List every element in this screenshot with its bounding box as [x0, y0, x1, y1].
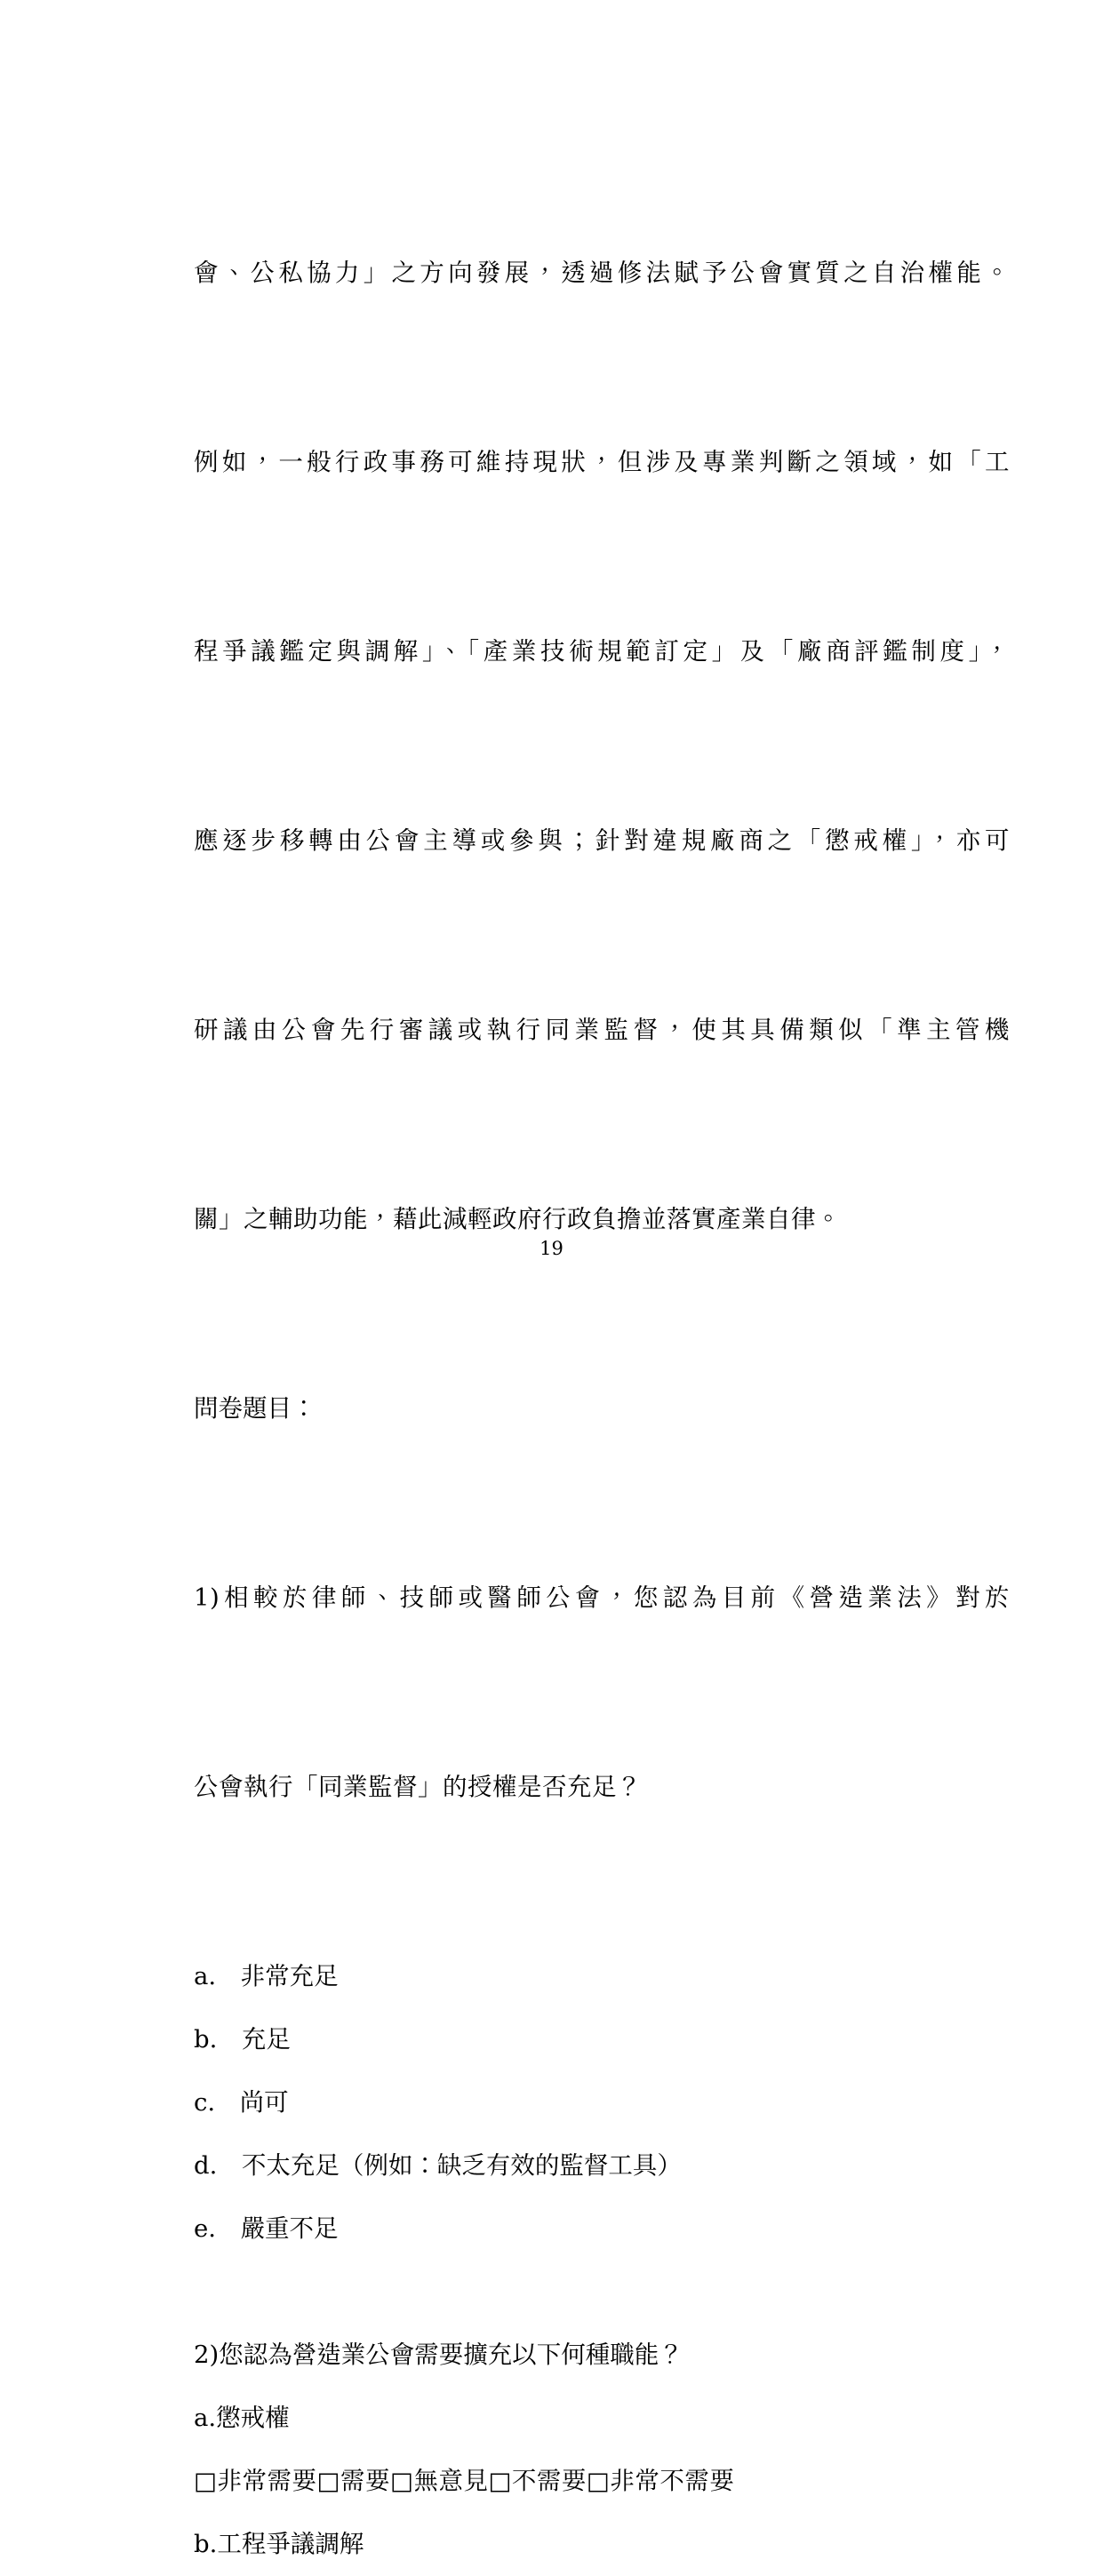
- body-line-5: 研議由公會先行審議或執行同業監督，使其具備類似「準主管機: [194, 1016, 1010, 1044]
- question-1-option-a[interactable]: a. 非常充足: [194, 1962, 339, 1990]
- question-1-option-e[interactable]: e. 嚴重不足: [194, 2214, 339, 2243]
- question-1: [194, 1440, 1010, 1945]
- page-number: 19: [540, 1238, 563, 1259]
- question-2-item-a-scale[interactable]: □非常需要□需要□無意見□不需要□非常不需要: [194, 2467, 735, 2495]
- question-2: 2)您認為營造業公會需要擴充以下何種職能？: [194, 2341, 683, 2369]
- body-line-3: 程爭議鑑定與調解」、「產業技術規範訂定」及「廠商評鑑制度」，: [194, 637, 1010, 666]
- body-line-6: 關」之輔助功能，藉此減輕政府行政負擔並落實產業自律。: [194, 1205, 841, 1233]
- body-line-1: 會、公私協力」之方向發展，透過修法賦予公會實質之自治權能。: [194, 259, 1010, 287]
- survey-heading: 問卷題目：: [194, 1394, 316, 1423]
- question-2-item-a-label: a.懲戒權: [194, 2404, 290, 2432]
- body-line-2: 例如，一般行政事務可維持現狀，但涉及專業判斷之領域，如「工: [194, 448, 1010, 476]
- question-1-line-2: 公會執行「同業監督」的授權是否充足？: [194, 1773, 642, 1801]
- question-1-option-d[interactable]: d. 不太充足（例如：缺乏有效的監督工具）: [194, 2151, 682, 2180]
- section-spacer: [194, 2261, 1010, 2324]
- body-paragraph: [194, 116, 1010, 1377]
- body-line-4: 應逐步移轉由公會主導或參與；針對違規廠商之「懲戒權」，亦可: [194, 826, 1010, 855]
- question-1-option-b[interactable]: b. 充足: [194, 2025, 291, 2054]
- question-1-line-1: 1)相較於律師、技師或醫師公會，您認為目前《營造業法》對於: [194, 1583, 1010, 1612]
- question-2-item-b-label: b.工程爭議調解: [194, 2530, 364, 2558]
- question-1-option-c[interactable]: c. 尚可: [194, 2088, 289, 2117]
